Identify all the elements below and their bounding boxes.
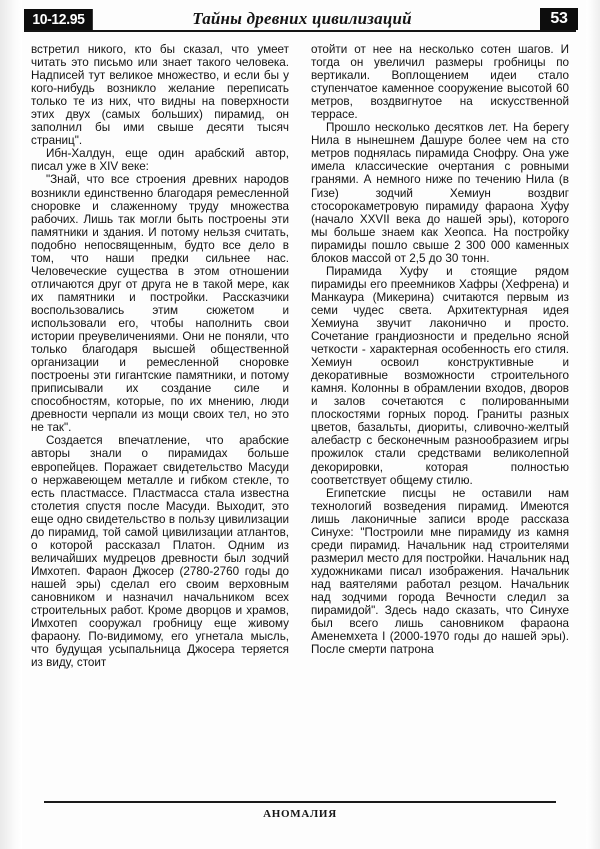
footer-divider xyxy=(44,801,556,803)
magazine-name: АНОМАЛИЯ xyxy=(263,808,337,820)
page-title: Тайны древних цивилизаций xyxy=(192,9,412,28)
paragraph: Ибн-Халдун, еще один арабский автор, писал уже в XIV веке: xyxy=(31,147,289,174)
paragraph: Создается впечатление, что арабские авторы знали о пирамидах больше европейцев. Поражает свидетельство Масуди о нержавеющем металле и гибком стекле, то есть пластмассе. Пластмасса стала известна столетия спустя после Масуди. Выходит, это еще одно свидетельство в пользу цивилизации до пирамид, той самой цивилизации атлантов, о которой рассказал Платон. Одним из величайших мудрецов древности был зодчий Имхотеп. Фараон Джосер (2780-2760 годы до нашей эры) сделал его своим верховным сановником и назначил начальником всех строительных работ. Кроме дворцов и храмов, Имхотеп сооружал гробницу еще живому фараону. По-видимому, его угнетала мысль, что будущая усыпальница Джосера теряется из виду, стоит xyxy=(31,434,289,670)
paragraph: Прошло несколько десятков лет. На берегу Нила в нынешнем Дашуре более чем на сто метров поднялась пирамида Снофру. Она уже имела классические очертания с ровными гранями. А немного ниже по течению Нила (в Гизе) зодчий Хемиун воздвиг стосорокаметровую пирамиду фараона Хуфу (начало XXVII века до нашей эры), которого мы больше знаем как Хеопса. На постройку пирамиды пошло свыше 2 300 000 каменных блоков массой от 2,5 до 30 тонн. xyxy=(311,121,569,265)
paragraph: Пирамида Хуфу и стоящие рядом пирамиды его преемников Хафры (Хефрена) и Манкаура (Микерина) считаются первым из семи чудес света. Архитектурная идея Хемиуна звучит лаконично и просто. Сочетание грандиозности и предельно ясной четкости - характерная особенность его стиля. Хемиун освоил конструктивные и декоративные возможности строительного камня. Колонны в обрамлении входов, дворов и залов сочетаются с полированными плоскостями горных пород. Граниты разных цветов, базальты, диориты, сливочно-желтый алебастр с бесконечным разнообразием игры прожилок стали средствами великолепной декорировки, которая полностью соответствует общему стилю. xyxy=(311,264,569,487)
page-number-badge: 53 xyxy=(540,8,578,30)
paragraph: Египетские писцы не оставили нам технологий возведения пирамид. Имеются лишь лаконичные записи вроде рассказа Синухе: "Построили мне пирамиду из камня среди пирамид. Начальник над строителями размерил место для постройки. Начальник над художниками писал изображения. Начальник над ваятелями работал резцом. Начальник над зодчими города Вечности следил за пирамидой". Здесь надо сказать, что Синухе был всего лишь сановником фараона Аменемхета I (2000-1970 годы до нашей эры). После смерти патрона xyxy=(311,486,569,657)
scan-edge-left xyxy=(0,0,22,849)
text-column-left xyxy=(31,43,289,793)
scan-edge-right xyxy=(586,0,600,849)
paragraph: встретил никого, кто бы сказал, что умеет читать это письмо или знает такого человека. Надписей тут великое множество, и если бы у кого-нибудь возникло желание переписать только те из них, что видны на поверхности этих двух (самых больших) пирамид, он заполнил бы ими свыше десяти тысяч страниц". xyxy=(31,43,289,148)
issue-date-badge: 10-12.95 xyxy=(24,9,93,31)
article-body xyxy=(31,43,569,793)
header-divider xyxy=(24,30,576,32)
paragraph: отойти от нее на несколько сотен шагов. И тогда он увеличил размеры гробницы по вертикали. Воплощением идеи стало ступенчатое каменное сооружение высотой 60 метров, воздвигнутое на искусственной террасе. xyxy=(311,43,569,122)
paragraph: "Знай, что все строения древних народов возникли единственно благодаря ремесленной сноровке и слаженному труду множества рабочих. Лишь так могли быть построены эти памятники и здания. И потому нельзя считать, подобно непосвященным, будто все дело в том, что наши предки сильнее нас. Человеческие существа в этом отношении отличаются друг от друга не в такой мере, как их памятники и постройки. Рассказчики воспользовались этим сюжетом и использовали его, чтобы наполнить свои истории преувеличениями. Они не поняли, что только благодаря высшей общественной организации и ремесленной сноровке построены эти гигантские памятники, и потому приписывали их создание силе и способностям, которые, по их мнению, люди древности черпали из мощи своих тел, но это не так". xyxy=(31,173,289,435)
text-column-right xyxy=(311,43,569,793)
